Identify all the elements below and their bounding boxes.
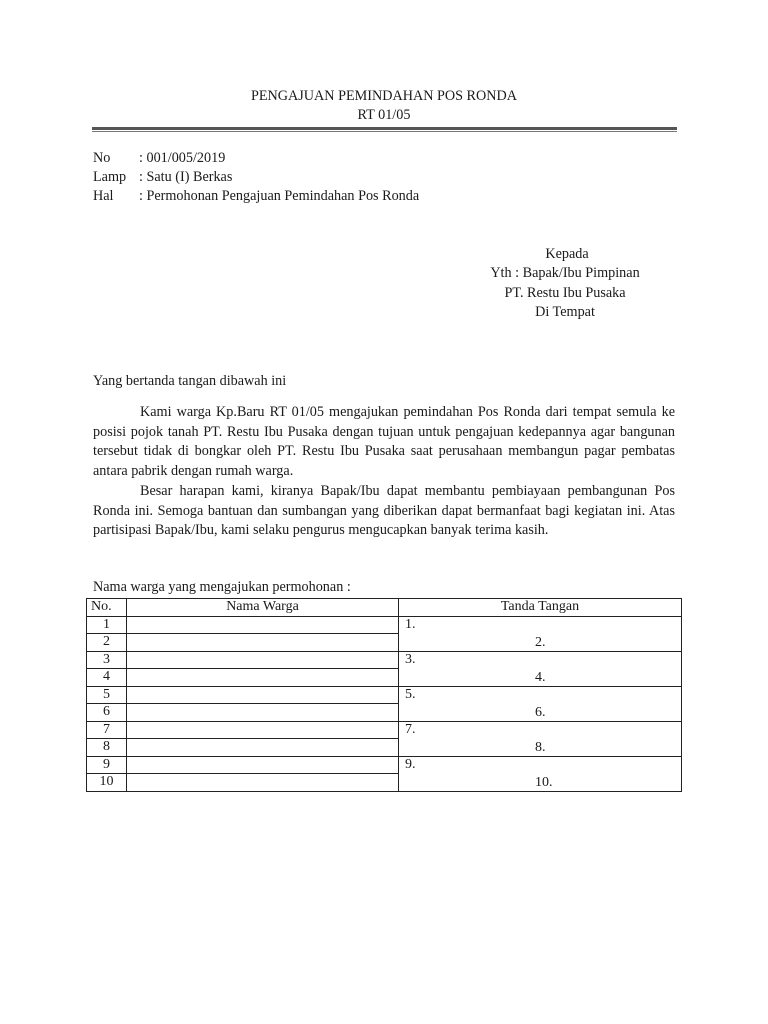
meta-attachment-key: Lamp: [93, 169, 127, 185]
signature-label-even: 6.: [535, 704, 546, 720]
table-row: [87, 616, 682, 634]
name-cell[interactable]: [127, 721, 399, 739]
name-cell[interactable]: [127, 616, 399, 634]
address-place: Di Tempat: [535, 304, 595, 320]
name-cell[interactable]: [127, 704, 399, 722]
document-subtitle: RT 01/05: [357, 107, 411, 123]
row-number: 7: [87, 721, 127, 739]
signature-cell[interactable]: [399, 721, 682, 756]
signature-label-odd: 3.: [405, 651, 416, 667]
header-rule-thick: [92, 127, 677, 130]
signature-table: [86, 598, 682, 792]
meta-subject-value: : Permohonan Pengajuan Pemindahan Pos Ronda: [139, 188, 420, 204]
document-title: PENGAJUAN PEMINDAHAN POS RONDA: [250, 88, 518, 104]
row-number: 8: [87, 739, 127, 757]
table-row: [87, 686, 682, 704]
row-number: 5: [87, 686, 127, 704]
signature-cell[interactable]: [399, 616, 682, 651]
row-number: 4: [87, 669, 127, 687]
address-to: Kepada: [545, 246, 589, 262]
meta-subject-key: Hal: [93, 188, 114, 204]
meta-attachment: [93, 169, 232, 189]
signature-cell[interactable]: [399, 651, 682, 686]
name-cell[interactable]: [127, 634, 399, 652]
row-number: 1: [87, 616, 127, 634]
row-number: 3: [87, 651, 127, 669]
meta-number: [93, 150, 225, 170]
table-caption: Nama warga yang mengajukan permohonan :: [93, 579, 351, 595]
address-company: PT. Restu Ibu Pusaka: [504, 285, 626, 301]
name-cell[interactable]: [127, 756, 399, 774]
signature-label-odd: 9.: [405, 756, 416, 772]
meta-number-value: : 001/005/2019: [139, 150, 226, 166]
table-row: [87, 651, 682, 669]
table-header-row: [87, 599, 682, 617]
row-number: 2: [87, 634, 127, 652]
signature-label-odd: 1.: [405, 616, 416, 632]
table-row: [87, 721, 682, 739]
header-name: Nama Warga: [127, 599, 399, 617]
name-cell[interactable]: [127, 669, 399, 687]
header-sign: Tanda Tangan: [399, 599, 682, 617]
row-number: 10: [87, 774, 127, 792]
signature-label-even: 2.: [535, 634, 546, 650]
header-no: No.: [87, 599, 127, 617]
greeting: Yang bertanda tangan dibawah ini: [93, 373, 287, 389]
signature-cell[interactable]: [399, 686, 682, 721]
name-cell[interactable]: [127, 739, 399, 757]
signature-label-even: 4.: [535, 669, 546, 685]
row-number: 9: [87, 756, 127, 774]
body-paragraph-1: Kami warga Kp.Baru RT 01/05 mengajukan pemindahan Pos Ronda dari tempat semula ke posisi pojok tanah PT. Restu Ibu Pusaka dengan tujuan untuk pengajuan kedepannya agar bangunan tersebut tidak di bongkar oleh PT. Restu Ibu Pusaka saat perusahaan membangun pagar pembatas antara pabrik dengan rumah warga.: [93, 404, 675, 479]
name-cell[interactable]: [127, 774, 399, 792]
signature-label-odd: 7.: [405, 721, 416, 737]
header-rule-thin: [92, 131, 677, 132]
signature-label-even: 10.: [535, 774, 553, 790]
name-cell[interactable]: [127, 651, 399, 669]
meta-attachment-value: : Satu (I) Berkas: [139, 169, 233, 185]
signature-label-odd: 5.: [405, 686, 416, 702]
body-paragraph-2: Besar harapan kami, kiranya Bapak/Ibu dapat membantu pembiayaan pembangunan Pos Ronda ini. Semoga bantuan dan sumbangan yang diberikan dapat bermanfaat bagi kegiatan ini. Atas partisipasi Bapak/Ibu, kami selaku pengurus mengucapkan banyak terima kasih.: [93, 483, 675, 539]
table-row: [87, 756, 682, 774]
address-recipient: Yth : Bapak/Ibu Pimpinan: [490, 265, 640, 281]
signature-cell[interactable]: [399, 756, 682, 791]
meta-number-key: No: [93, 150, 111, 166]
name-cell[interactable]: [127, 686, 399, 704]
row-number: 6: [87, 704, 127, 722]
meta-subject: [93, 188, 419, 208]
signature-label-even: 8.: [535, 739, 546, 755]
